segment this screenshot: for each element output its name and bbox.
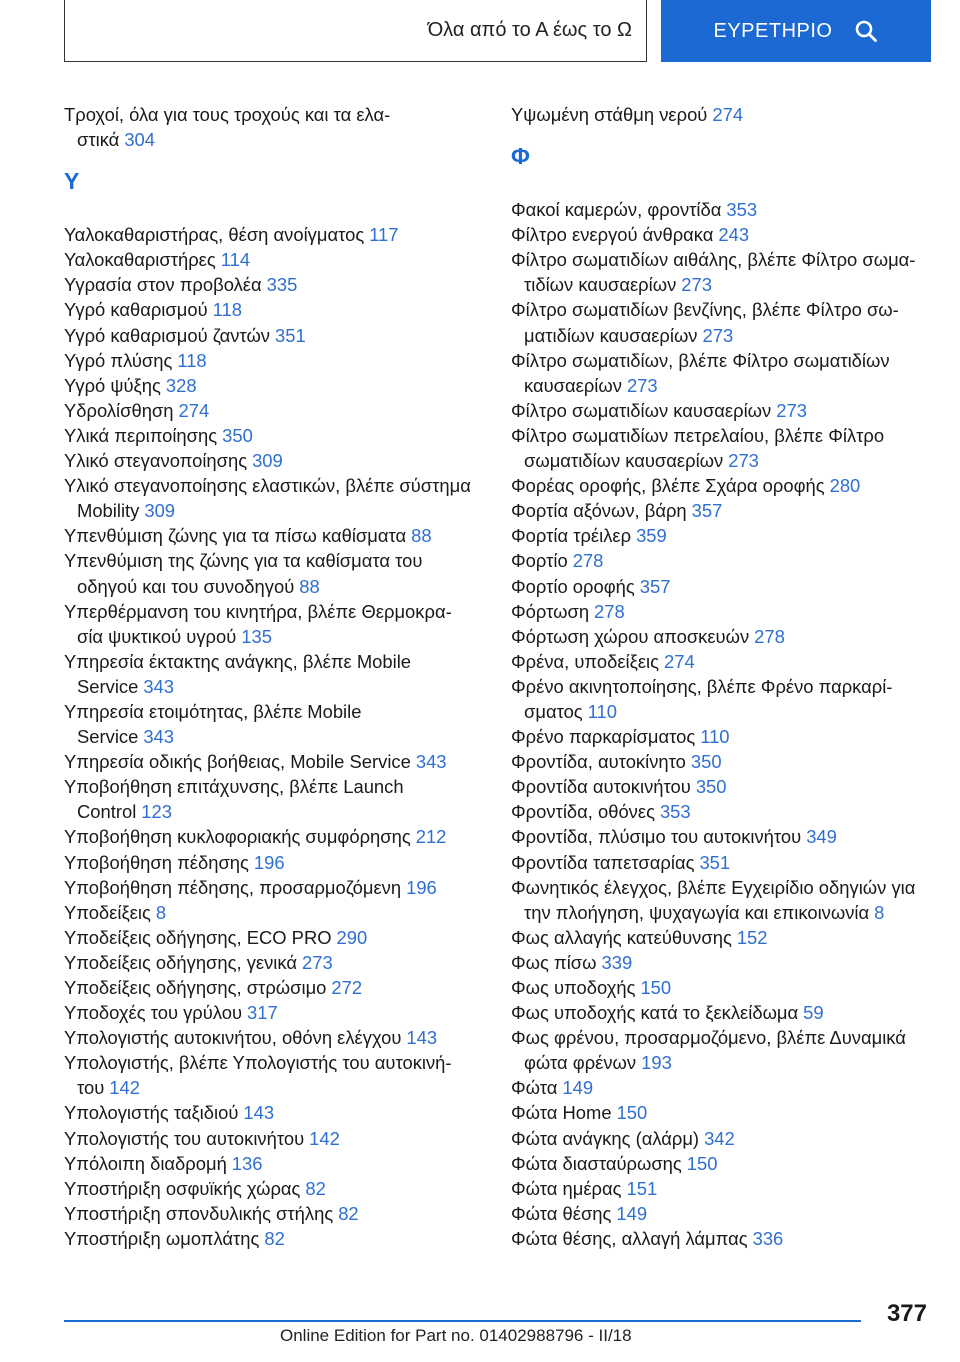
index-page-link[interactable]: 88 (411, 525, 432, 547)
index-page-link[interactable]: 328 (165, 374, 197, 396)
index-entry (64, 222, 484, 247)
index-page-link[interactable]: 114 (220, 249, 251, 271)
index-entry (511, 824, 931, 849)
index-entry (511, 649, 931, 674)
tab-a-to-z-label: Όλα από το Α έως το Ω (427, 19, 632, 41)
index-entry-text: Φίλτρο σωματιδίων αιθάλης, βλέπε Φίλτρο σωμα- (511, 249, 916, 271)
index-entry-text: Φως υποδοχής κατά το ξεκλείδωμα (511, 1002, 799, 1024)
index-page-link[interactable]: 351 (275, 324, 306, 346)
index-entry (64, 1100, 484, 1125)
index-column-right (511, 102, 931, 1251)
index-entry-text: Φίλτρο σωματιδίων βενζίνης, βλέπε Φίλτρο σω- (511, 299, 899, 321)
index-entry-text: Υποβοήθηση πέδησης, προσαρμοζόμενη (64, 876, 402, 898)
index-entry-text: Φροντίδα, πλύσιμο του αυτοκινήτου (511, 826, 802, 848)
index-entry-text: Υποβοήθηση επιτάχυνσης, βλέπε Launch (64, 776, 404, 798)
index-page-link[interactable]: 351 (699, 851, 731, 873)
index-entry-text: Υπηρεσία οδικής βοήθειας, Mobile Service (64, 751, 411, 773)
index-entry-text: Φώτα θέσης, αλλαγή λάμπας (511, 1227, 748, 1249)
index-entry-text: Υδρολίσθηση (64, 399, 174, 421)
index-page-link[interactable]: 273 (681, 274, 712, 296)
index-entry-continuation: Mobility (77, 500, 140, 522)
index-entry-text: Φίλτρο σωματιδίων καυσαερίων (511, 399, 772, 421)
index-entry (511, 875, 931, 925)
index-page-link[interactable]: 273 (776, 399, 807, 421)
index-entry (511, 749, 931, 774)
index-page-link[interactable]: 309 (252, 450, 283, 472)
index-entry-text: Φορτίο οροφής (511, 575, 635, 597)
index-entry (64, 824, 484, 849)
index-page-link[interactable]: 342 (704, 1127, 735, 1149)
index-entry-continuation: Service (77, 726, 139, 748)
index-entry-text: Υποστήριξη ωμοπλάτης (64, 1227, 260, 1249)
index-page-link[interactable]: 88 (299, 575, 320, 597)
index-page-link[interactable]: 272 (331, 977, 363, 998)
footer-edition: Online Edition for Part no. 01402988796 - II/18 (280, 1326, 632, 1345)
index-page-link[interactable]: 152 (736, 926, 768, 948)
index-entry-text: Φροντίδα, αυτοκίνητο (511, 751, 686, 773)
index-entry-text: Υποδείξεις οδήγησης, ECO PRO (64, 926, 332, 948)
index-page-link[interactable]: 273 (302, 951, 333, 973)
index-entry (64, 1226, 484, 1251)
index-entry (511, 523, 931, 548)
index-entry-text: Φρένο παρκαρίσματος (511, 726, 696, 748)
index-page-link[interactable]: 143 (243, 1102, 275, 1124)
index-page-link[interactable]: 8 (874, 901, 885, 923)
index-entry-text: Φίλτρο ενεργού άνθρακα (511, 224, 714, 246)
index-entry-text: Φως φρένου, προσαρμοζόμενο, βλέπε Δυναμικά (511, 1027, 906, 1049)
index-entry-text: Φώτα διασταύρωσης (511, 1152, 682, 1174)
index-entry (511, 473, 931, 498)
index-entry-text: Υλικό στεγανοποίησης ελαστικών, βλέπε σύστημα (64, 475, 471, 497)
index-entry-text: Φώτα ανάγκης (αλάρμ) (511, 1127, 700, 1149)
index-entry (64, 323, 484, 348)
index-entry-text: Υποδοχές του γρύλου (64, 1002, 243, 1024)
index-page-link[interactable]: 110 (587, 700, 618, 722)
index-entry-text: Φροντίδα αυτοκινήτου (511, 776, 691, 798)
index-page-link[interactable]: 150 (640, 977, 672, 998)
index-entry-continuation: ματιδίων καυσαερίων (524, 324, 698, 346)
index-entry-text: Υποστήριξη οσφυϊκής χώρας (64, 1177, 301, 1199)
index-entry-text: Φώτα θέσης (511, 1202, 612, 1224)
index-section-letter: Υ (64, 168, 80, 195)
index-page-link[interactable]: 274 (664, 650, 695, 672)
index-entry-text: Φόρτωση χώρου αποσκευών (511, 625, 750, 647)
index-entry-text: Υγρό καθαρισμού (64, 299, 208, 321)
index-page-link[interactable]: 280 (829, 475, 861, 497)
index-entry-text: Υαλοκαθαριστήρες (64, 249, 216, 271)
index-entry (64, 473, 484, 523)
index-entry-text: Τροχοί, όλα για τους τροχούς και τα ελα- (64, 104, 391, 125)
index-entry-text: Υπενθύμιση ζώνης για τα πίσω καθίσματα (64, 525, 407, 547)
index-entry-text: Υπερθέρμανση του κινητήρα, βλέπε Θερμοκρα- (64, 600, 452, 622)
index-entry (511, 1025, 931, 1075)
index-entry-text: Φρένα, υποδείξεις (511, 650, 659, 672)
index-entry-text: Φρένο ακινητοποίησης, βλέπε Φρένο παρκαρί- (511, 675, 893, 697)
index-entry (511, 799, 931, 824)
index-entry (511, 774, 931, 799)
index-entry (511, 222, 931, 247)
index-entry (64, 975, 484, 1000)
index-entry (511, 1075, 931, 1100)
index-entry (64, 1201, 484, 1226)
index-entry (64, 398, 484, 423)
index-entry-text: Φώτα Home (511, 1102, 612, 1124)
tab-index-label: ΕΥΡΕΤΗΡΙΟ (713, 19, 833, 42)
index-page-link[interactable]: 117 (369, 224, 399, 246)
index-page-link[interactable]: 123 (141, 801, 172, 823)
index-page-link[interactable]: 357 (639, 575, 671, 597)
index-entry (511, 498, 931, 523)
index-entry-text: Φως αλλαγής κατεύθυνσης (511, 926, 732, 948)
index-entry-text: Φροντίδα ταπετσαρίας (511, 851, 695, 873)
index-entry (64, 749, 484, 774)
index-entry-text: Υποδείξεις (64, 901, 151, 923)
index-page-link[interactable]: 278 (754, 625, 785, 647)
index-entry (64, 599, 484, 649)
index-page-link[interactable]: 359 (636, 525, 667, 547)
index-section-letter: Φ (511, 143, 530, 170)
index-entry (511, 348, 931, 398)
index-entry-continuation: σία ψυκτικού υγρού (77, 625, 237, 647)
index-entry-text: Υπολογιστής αυτοκινήτου, οθόνη ελέγχου (64, 1027, 402, 1049)
index-entry (511, 1151, 931, 1176)
index-page-link[interactable]: 142 (309, 1127, 340, 1149)
index-page-link[interactable]: 212 (415, 826, 447, 848)
index-entry (511, 1201, 931, 1226)
tab-index[interactable] (661, 0, 931, 62)
index-entry (64, 448, 484, 473)
index-entry (64, 423, 484, 448)
index-entry-text: Υπόλοιπη διαδρομή (64, 1152, 227, 1174)
index-entry (511, 297, 931, 347)
index-page-link[interactable]: 273 (702, 324, 734, 346)
index-entry (511, 423, 931, 473)
index-entry (511, 925, 931, 950)
index-entry-text: Φίλτρο σωματιδίων, βλέπε Φίλτρο σωματιδίων (511, 349, 890, 371)
index-entry (511, 674, 931, 724)
index-entry (511, 548, 931, 573)
index-column-left (64, 102, 484, 1251)
index-entry-continuation: οδηγού και του συνοδηγού (77, 575, 295, 597)
index-page-link[interactable]: 193 (641, 1052, 672, 1074)
index-entry (511, 599, 931, 624)
page-number: 377 (886, 1300, 927, 1327)
index-entry (64, 102, 484, 152)
index-entry (511, 1000, 931, 1025)
search-icon[interactable] (854, 19, 878, 43)
index-entry-continuation: σματος (524, 700, 583, 722)
index-page-link[interactable]: 350 (695, 776, 727, 798)
index-page-link[interactable]: 150 (686, 1152, 718, 1174)
index-page-link[interactable]: 290 (336, 926, 368, 948)
index-entry-text: Υπηρεσία ετοιμότητας, βλέπε Mobile (64, 700, 362, 722)
index-page-link[interactable]: 243 (718, 224, 750, 246)
index-page-link[interactable]: 142 (109, 1077, 140, 1099)
index-entry-continuation: τιδίων καυσαερίων (524, 274, 677, 296)
index-entry-text: Φωνητικός έλεγχος, βλέπε Εγχειρίδιο οδηγιών για (511, 876, 916, 898)
index-entry-continuation: Control (77, 801, 137, 823)
index-page-link[interactable]: 135 (241, 625, 272, 647)
index-entry-text: Υπενθύμιση της ζώνης για τα καθίσματα του (64, 550, 423, 572)
index-entry (511, 1100, 931, 1125)
index-page-link[interactable]: 82 (338, 1202, 359, 1224)
index-entry (511, 574, 931, 599)
index-entry-text: Υψωμένη στάθμη νερού (511, 104, 708, 125)
index-entry-continuation: στικά (77, 129, 120, 151)
index-page-link[interactable]: 349 (806, 826, 837, 848)
index-page-link[interactable]: 350 (222, 424, 253, 446)
index-entry (64, 247, 484, 272)
index-page-link[interactable]: 118 (212, 299, 242, 321)
index-entry (511, 1226, 931, 1251)
index-page-link[interactable]: 151 (626, 1177, 658, 1199)
index-page-link[interactable]: 274 (178, 399, 210, 421)
index-page-link[interactable]: 353 (659, 801, 691, 823)
index-entry (64, 1126, 484, 1151)
index-page-link[interactable]: 343 (143, 726, 175, 748)
index-entry-text: Φως υποδοχής (511, 977, 636, 998)
index-entry-continuation: του (77, 1077, 105, 1099)
index-page-link[interactable]: 273 (728, 450, 759, 472)
index-entry-text: Υγρό πλύσης (64, 349, 173, 371)
index-entry-text: Φορτία τρέιλερ (511, 525, 632, 547)
index-entry-continuation: Service (77, 675, 139, 697)
index-page-link[interactable]: 357 (691, 500, 723, 522)
index-page-link[interactable]: 309 (144, 500, 176, 522)
index-entry-text: Υγρό ψύξης (64, 374, 161, 396)
index-page-link[interactable]: 343 (415, 751, 447, 773)
index-entry (511, 624, 931, 649)
index-entry-continuation: σωματιδίων καυσαερίων (524, 450, 724, 472)
index-entry-text: Υποστήριξη σπονδυλικής στήλης (64, 1202, 334, 1224)
index-page-link[interactable]: 278 (572, 550, 604, 572)
index-page-link[interactable]: 82 (305, 1177, 326, 1199)
index-page-link[interactable]: 196 (406, 876, 437, 898)
index-page-link[interactable]: 336 (752, 1227, 784, 1249)
index-page-link[interactable]: 335 (266, 274, 298, 296)
index-page-link[interactable]: 196 (253, 851, 285, 873)
index-entry-text: Φακοί καμερών, φροντίδα (511, 199, 722, 221)
index-page-link[interactable]: 110 (700, 726, 730, 748)
index-page-link[interactable]: 8 (155, 901, 167, 923)
index-entry-text: Φώτα ημέρας (511, 1177, 622, 1199)
index-entry-continuation: καυσαερίων (524, 374, 622, 396)
index-page-link[interactable]: 143 (406, 1027, 438, 1049)
index-entry-text: Υγρασία στον προβολέα (64, 274, 262, 296)
header-tabs (64, 0, 931, 64)
index-entry-text: Φορέας οροφής, βλέπε Σχάρα οροφής (511, 475, 825, 497)
index-entry-text: Υλικά περιποίησης (64, 424, 218, 446)
index-entry (64, 850, 484, 875)
index-entry-text: Φροντίδα, οθόνες (511, 801, 655, 823)
index-entry-text: Φώτα (511, 1077, 558, 1099)
index-page-link[interactable]: 343 (143, 675, 175, 697)
tab-a-to-z[interactable] (64, 0, 647, 62)
index-entry-text: Φόρτωση (511, 600, 590, 622)
index-entry (64, 900, 484, 925)
index-entry-text: Υγρό καθαρισμού ζαντών (64, 324, 270, 346)
index-entry-text: Υπολογιστής, βλέπε Υπολογιστής του αυτοκινή- (64, 1052, 452, 1074)
index-entry-text: Φίλτρο σωματιδίων πετρελαίου, βλέπε Φίλτρο (511, 424, 885, 446)
index-entry-text: Υπολογιστής ταξιδιού (64, 1102, 239, 1124)
index-page-link[interactable]: 118 (177, 349, 207, 371)
index-entry (64, 1050, 484, 1100)
index-entry-text: Φορτίο (511, 550, 568, 572)
index-page-link[interactable]: 304 (124, 129, 155, 151)
index-page-link[interactable]: 149 (562, 1077, 594, 1099)
index-entry-text: Υποδείξεις οδήγησης, γενικά (64, 951, 297, 973)
index-page-link[interactable]: 273 (626, 374, 658, 396)
index-page-link[interactable]: 278 (594, 600, 625, 622)
index-entry-text: Φως πίσω (511, 951, 597, 973)
index-entry-text: Υπολογιστής του αυτοκινήτου (64, 1127, 305, 1149)
index-entry (64, 1000, 484, 1025)
index-entry-text: Υλικό στεγανοποίησης (64, 450, 248, 472)
index-entry (64, 875, 484, 900)
index-entry (511, 102, 931, 127)
index-entry-text: Υποβοήθηση κυκλοφοριακής συμφόρησης (64, 826, 411, 848)
index-entry (64, 373, 484, 398)
index-entry-continuation: την πλοήγηση, ψυχαγωγία και επικοινωνία (524, 901, 870, 923)
index-entry (64, 774, 484, 824)
index-page-link[interactable]: 59 (803, 1002, 824, 1024)
index-entry (511, 398, 931, 423)
index-entry (511, 1176, 931, 1201)
index-entry-text: Υπηρεσία έκτακτης ανάγκης, βλέπε Mobile (64, 650, 412, 672)
index-entry-text: Φορτία αξόνων, βάρη (511, 500, 687, 522)
index-entry-continuation: φώτα φρένων (524, 1052, 637, 1074)
index-entry (64, 925, 484, 950)
index-page-link[interactable]: 353 (726, 199, 758, 221)
footer-divider (64, 1320, 861, 1322)
index-entry (511, 724, 931, 749)
index-entry (64, 1176, 484, 1201)
index-entry (511, 975, 931, 1000)
index-entry-text: Υποβοήθηση πέδησης (64, 851, 249, 873)
index-page-link[interactable]: 149 (616, 1202, 648, 1224)
index-entry (64, 1025, 484, 1050)
index-page-link[interactable]: 350 (690, 751, 722, 773)
index-entry (64, 548, 484, 598)
index-entry (511, 197, 931, 222)
index-page-link[interactable]: 339 (601, 951, 633, 973)
index-entry (511, 950, 931, 975)
index-entry (511, 850, 931, 875)
index-entry-text: Υαλοκαθαριστήρας, θέση ανοίγματος (64, 224, 365, 246)
index-entry (64, 699, 484, 749)
index-entry (64, 1151, 484, 1176)
index-page-link[interactable]: 150 (616, 1102, 648, 1124)
index-page-link[interactable]: 317 (247, 1002, 278, 1024)
index-entry-text: Υποδείξεις οδήγησης, στρώσιμο (64, 977, 327, 998)
index-page-link[interactable]: 274 (712, 104, 744, 125)
index-page-link[interactable]: 82 (264, 1227, 285, 1249)
index-entry (64, 297, 484, 322)
index-entry (64, 950, 484, 975)
index-entry (511, 1126, 931, 1151)
index-entry (64, 649, 484, 699)
index-page-link[interactable]: 136 (231, 1152, 263, 1174)
index-entry (64, 348, 484, 373)
index-entry (511, 247, 931, 297)
index-entry (64, 272, 484, 297)
index-entry (64, 523, 484, 548)
